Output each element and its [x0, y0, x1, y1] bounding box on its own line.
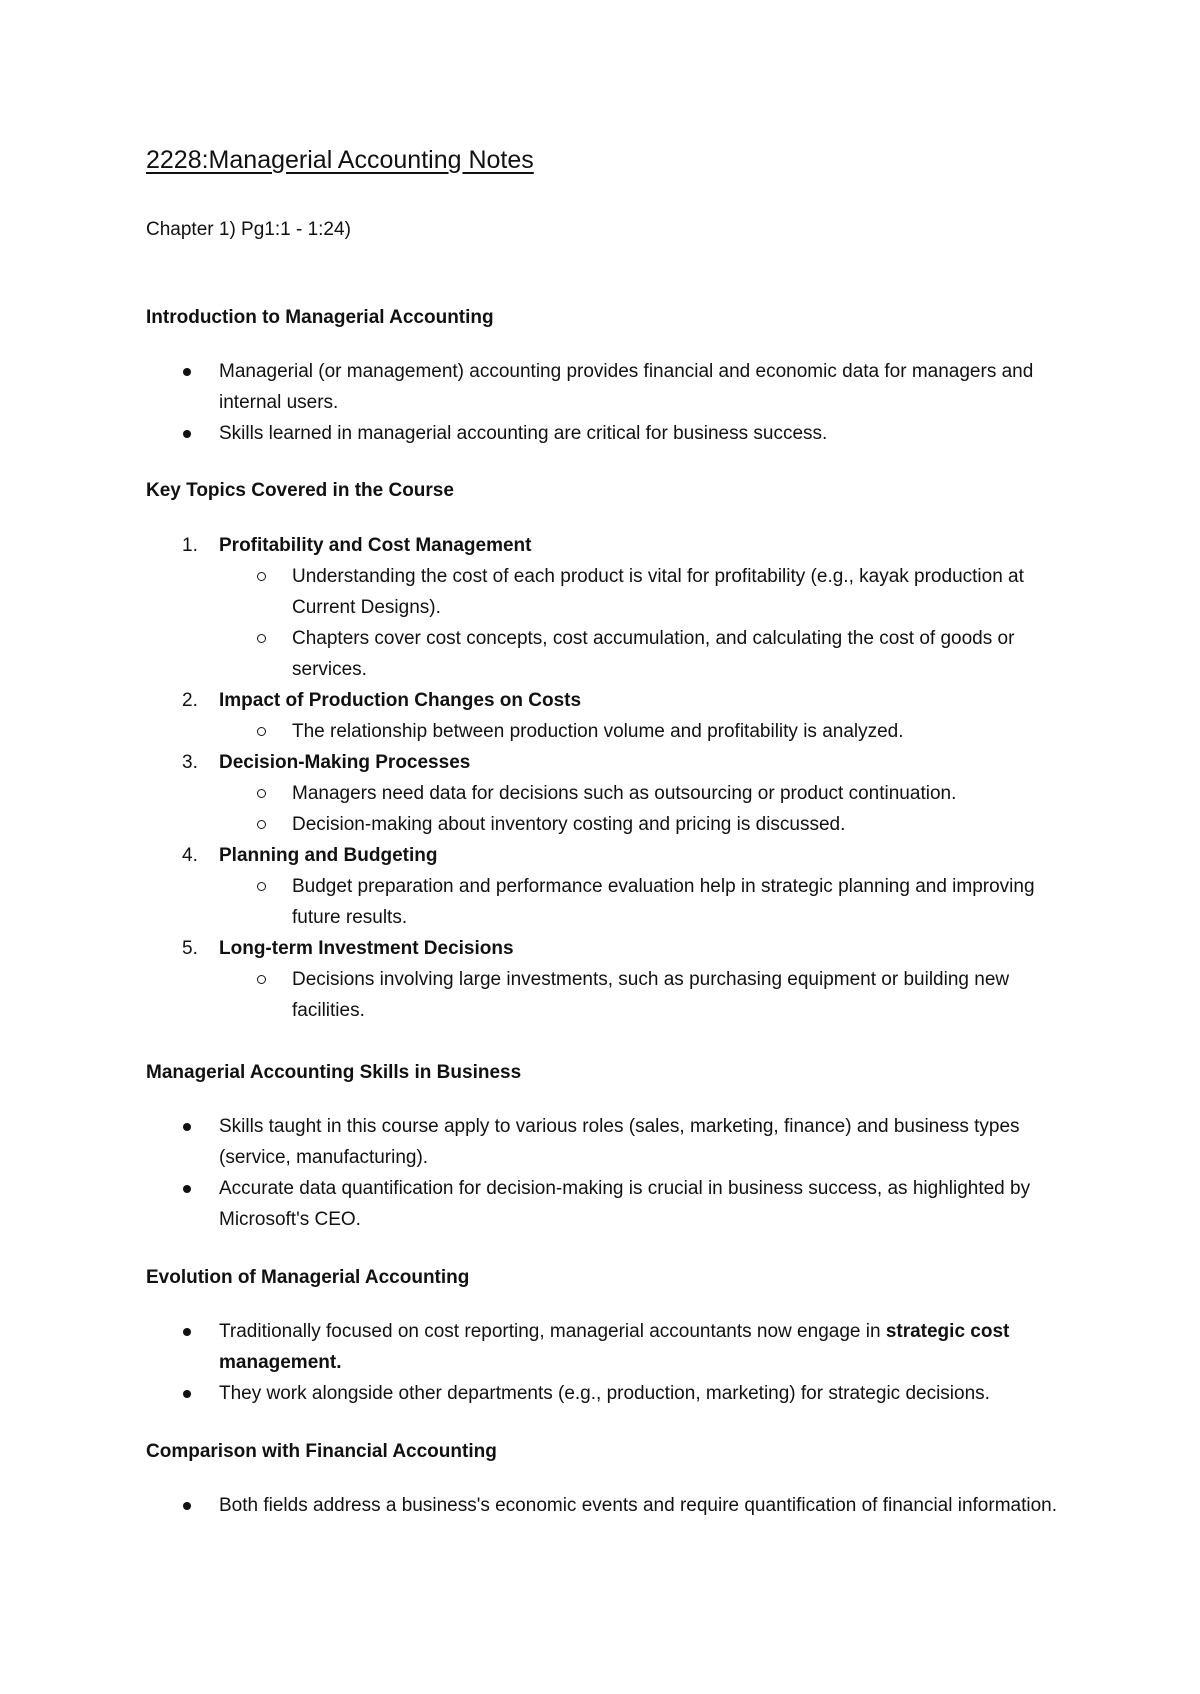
bullet-icon [183, 368, 191, 376]
bullet-icon [183, 1502, 191, 1510]
topic-sub-list [219, 871, 1076, 933]
skills-heading: Managerial Accounting Skills in Business [146, 1062, 522, 1083]
list-item [146, 1490, 1076, 1521]
bullet-icon [183, 1185, 191, 1193]
evolution-bullet-list [146, 1316, 1076, 1409]
list-item-text: Managerial (or management) accounting provides financial and economic data for managers and internal users. [219, 361, 1034, 413]
topic-sub-list [219, 561, 1076, 685]
document-title: 2228:Managerial Accounting Notes [146, 146, 534, 174]
hollow-bullet-icon [257, 727, 266, 736]
list-item-text [219, 1321, 1009, 1373]
skills-bullet-list [146, 1111, 1076, 1235]
topic-item [146, 530, 1076, 685]
hollow-bullet-icon [257, 882, 266, 891]
hollow-bullet-icon [257, 975, 266, 984]
topic-item [146, 685, 1076, 747]
sub-item-text: Understanding the cost of each product is vital for profitability (e.g., kayak production at Current Designs). [292, 566, 1024, 618]
bullet-icon [183, 1390, 191, 1398]
bullet-icon [183, 430, 191, 438]
topic-title: Long-term Investment Decisions [219, 938, 514, 959]
sub-item-text: Budget preparation and performance evaluation help in strategic planning and improving future results. [292, 876, 1035, 928]
evolution-heading: Evolution of Managerial Accounting [146, 1267, 470, 1288]
topics-heading: Key Topics Covered in the Course [146, 480, 454, 501]
topic-number: 1. [182, 535, 198, 556]
list-item [146, 1316, 1076, 1378]
topic-title: Decision-Making Processes [219, 752, 471, 773]
topics-numbered-list [146, 530, 1076, 1026]
list-item [146, 1111, 1076, 1173]
intro-bullet-list [146, 356, 1076, 449]
hollow-bullet-icon [257, 820, 266, 829]
topic-item [146, 933, 1076, 1026]
sub-list-item [219, 716, 1076, 747]
hollow-bullet-icon [257, 572, 266, 581]
sub-item-text: Decisions involving large investments, such as purchasing equipment or building new facilities. [292, 969, 1010, 1021]
hollow-bullet-icon [257, 789, 266, 798]
topic-number: 3. [182, 752, 198, 773]
sub-item-text: Chapters cover cost concepts, cost accumulation, and calculating the cost of goods or services. [292, 628, 1015, 680]
comparison-heading: Comparison with Financial Accounting [146, 1441, 497, 1462]
bullet-icon [183, 1123, 191, 1131]
topic-item [146, 747, 1076, 840]
sub-list-item [219, 964, 1076, 1026]
list-item [146, 1173, 1076, 1235]
sub-item-text: Decision-making about inventory costing and pricing is discussed. [292, 814, 846, 835]
list-item-text: They work alongside other departments (e.g., production, marketing) for strategic decisions. [219, 1383, 990, 1404]
topic-title: Profitability and Cost Management [219, 535, 532, 556]
topic-sub-list [219, 716, 1076, 747]
chapter-reference: Chapter 1) Pg1:1 - 1:24) [146, 219, 351, 240]
hollow-bullet-icon [257, 634, 266, 643]
list-item [146, 418, 1076, 449]
sub-list-item [219, 871, 1076, 933]
topic-number: 2. [182, 690, 198, 711]
topic-title: Impact of Production Changes on Costs [219, 690, 582, 711]
list-item [146, 1378, 1076, 1409]
bullet-icon [183, 1328, 191, 1336]
list-item-text: Both fields address a business's economic events and require quantification of financial information. [219, 1495, 1057, 1516]
sub-item-text: The relationship between production volume and profitability is analyzed. [292, 721, 904, 742]
list-item-text-prefix: Traditionally focused on cost reporting, managerial accountants now engage in [219, 1321, 886, 1342]
topic-item [146, 840, 1076, 933]
emphasis-text: strategic cost management. [219, 1321, 1010, 1373]
topic-number: 4. [182, 845, 198, 866]
sub-item-text: Managers need data for decisions such as outsourcing or product continuation. [292, 783, 957, 804]
list-item-text: Skills taught in this course apply to various roles (sales, marketing, finance) and business types (service, manufacturing). [219, 1116, 1020, 1168]
topic-title: Planning and Budgeting [219, 845, 438, 866]
sub-list-item [219, 623, 1076, 685]
list-item-text: Accurate data quantification for decision-making is crucial in business success, as highlighted by Microsoft's CEO. [219, 1178, 1031, 1230]
topic-sub-list [219, 778, 1076, 840]
list-item [146, 356, 1076, 418]
sub-list-item [219, 809, 1076, 840]
sub-list-item [219, 561, 1076, 623]
list-item-text: Skills learned in managerial accounting are critical for business success. [219, 423, 828, 444]
sub-list-item [219, 778, 1076, 809]
intro-heading: Introduction to Managerial Accounting [146, 307, 494, 328]
topic-number: 5. [182, 938, 198, 959]
topic-sub-list [219, 964, 1076, 1026]
comparison-bullet-list [146, 1490, 1076, 1521]
